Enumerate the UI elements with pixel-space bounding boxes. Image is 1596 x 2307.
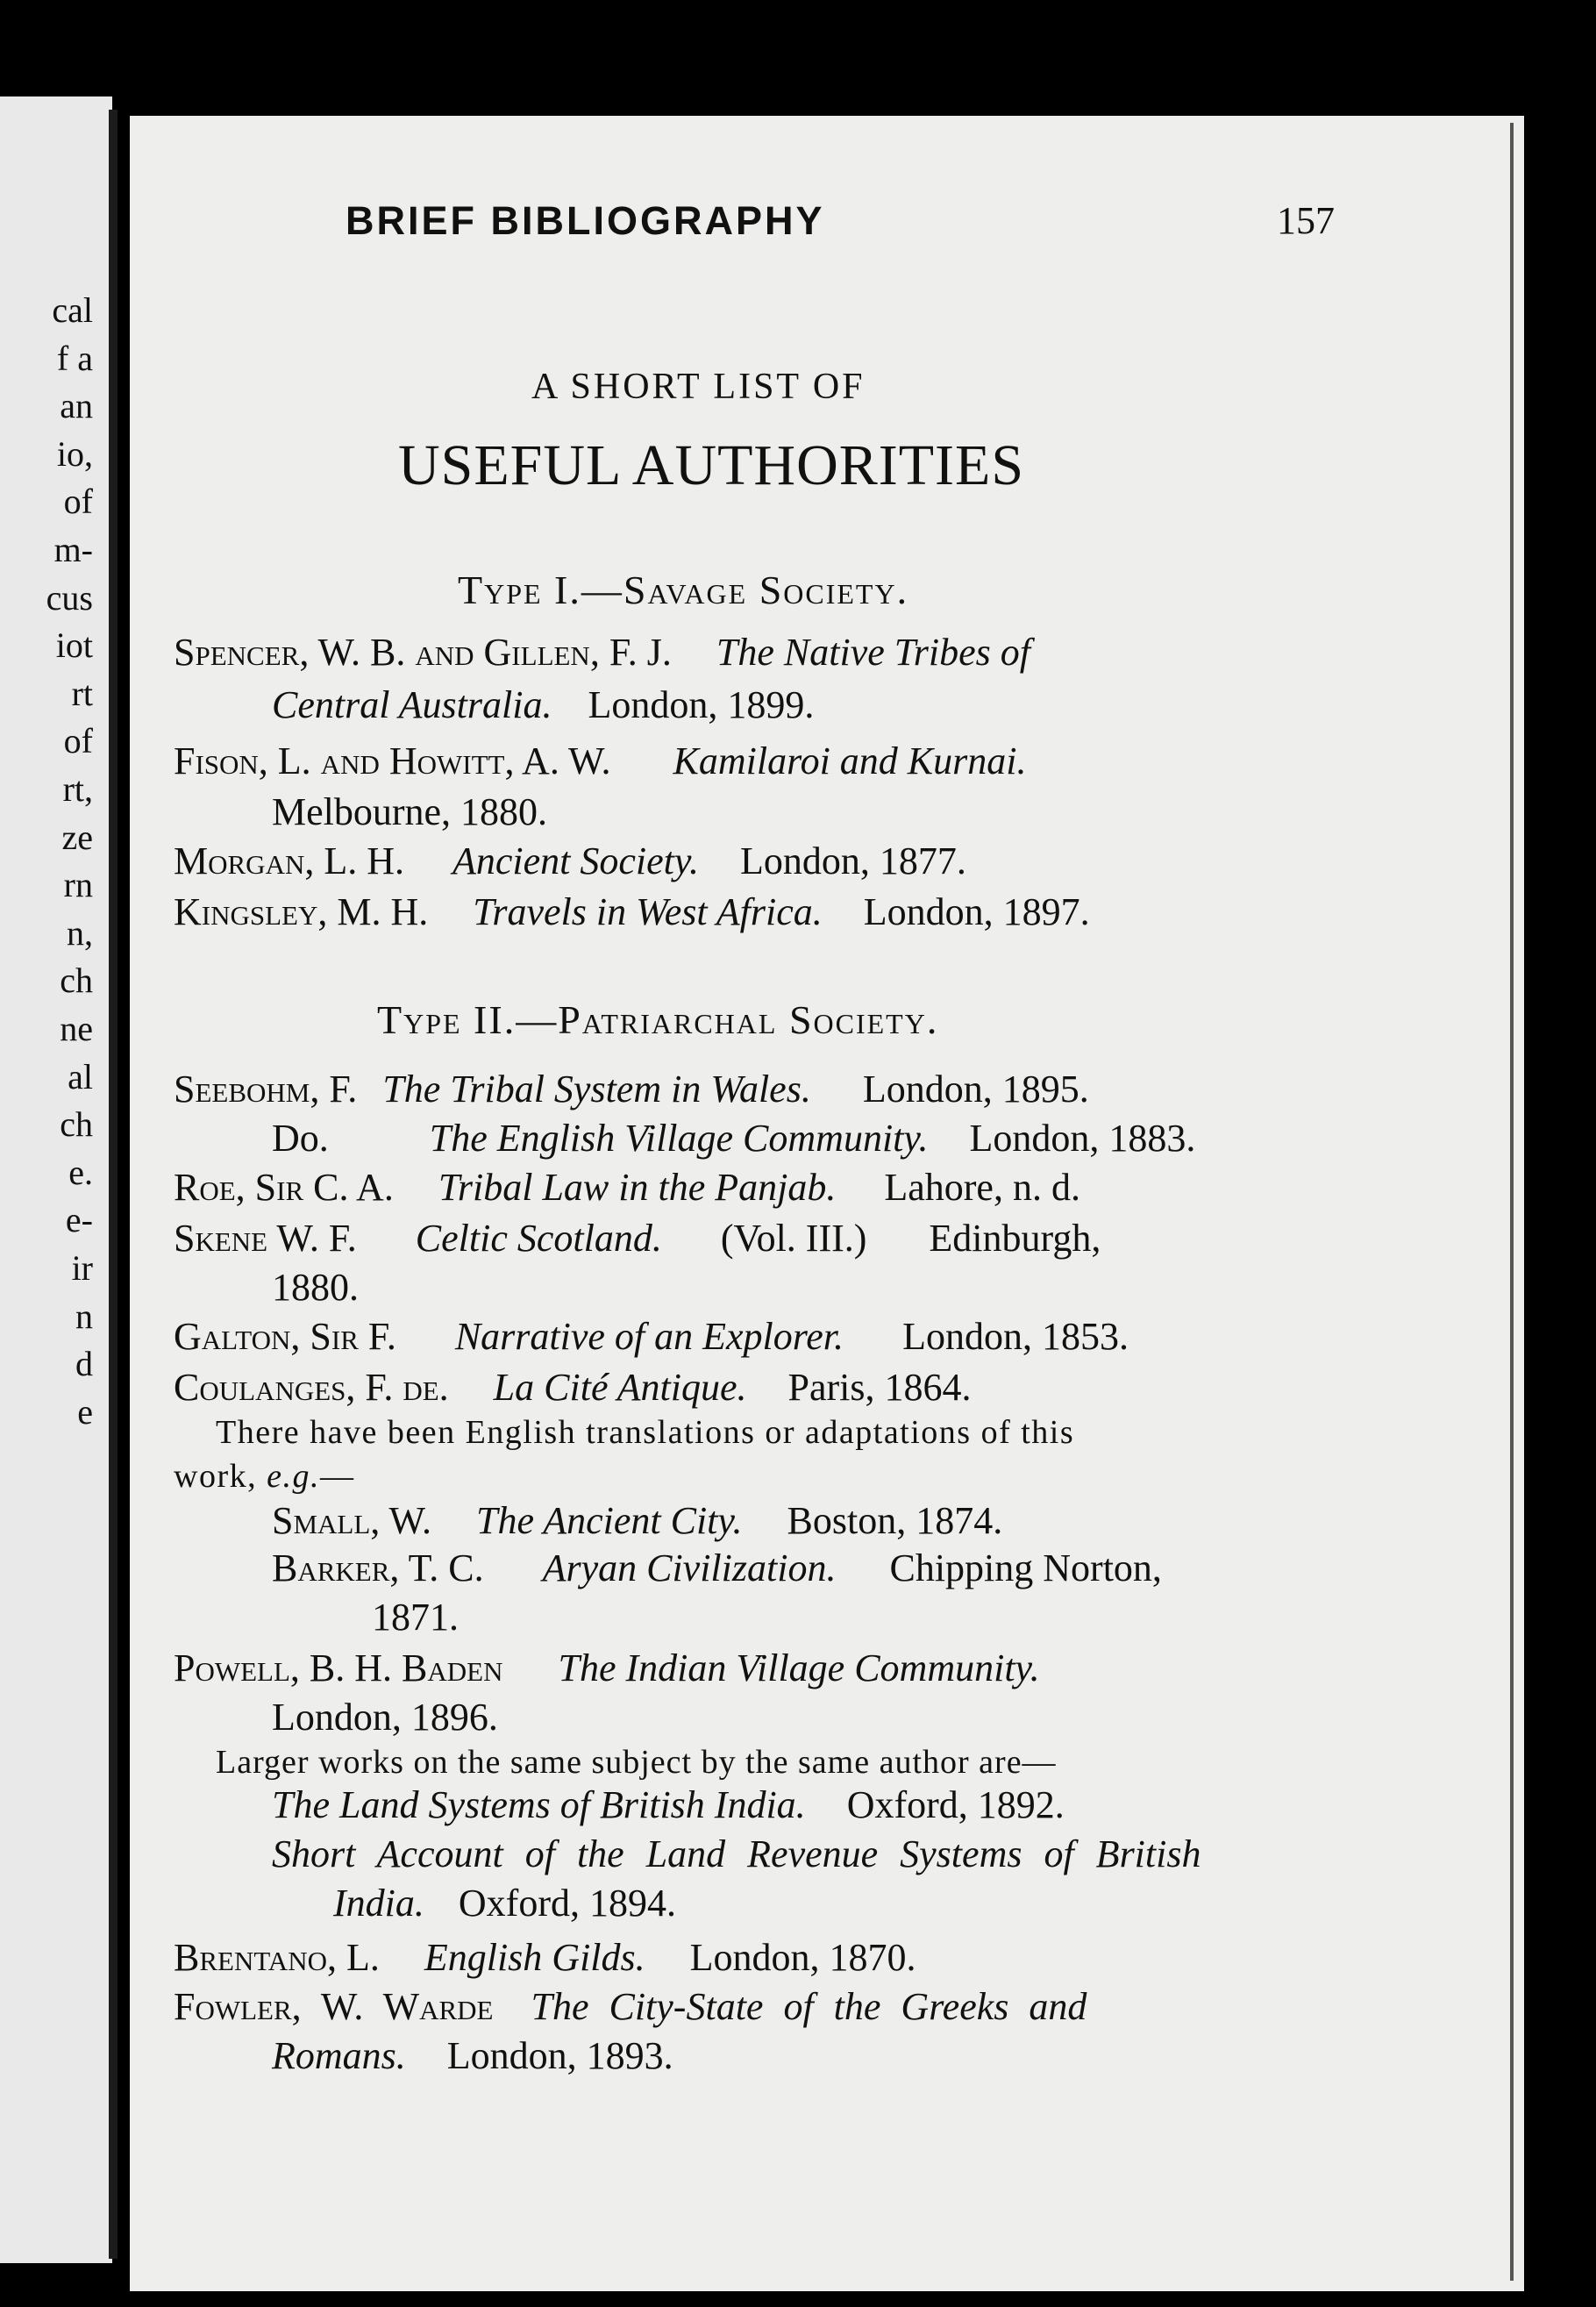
left-page-fragment: cal xyxy=(52,290,93,330)
left-page-fragment: rt, xyxy=(62,769,93,809)
note-suffix: — xyxy=(319,1458,355,1495)
entry-imprint: London, 1877. xyxy=(740,839,966,882)
entry-imprint: Oxford, 1892. xyxy=(846,1783,1065,1826)
entry-imprint: Melbourne, 1880. xyxy=(272,790,548,833)
left-page-fragment: e xyxy=(77,1392,93,1432)
entry-spencer-cont xyxy=(272,683,815,726)
entry-title: Tribal Law in the Panjab. xyxy=(438,1166,837,1209)
entry-imprint: Paris, 1864. xyxy=(787,1366,972,1409)
entry-title: Ancient Society. xyxy=(452,839,700,882)
left-page-fragment: rt xyxy=(71,674,93,713)
left-page-fragment: e- xyxy=(65,1200,93,1239)
entry-imprint: London, 1896. xyxy=(272,1696,498,1739)
left-page-fragment: cus xyxy=(46,578,93,618)
coulanges-note-line1: There have been English translations or adaptations of this xyxy=(216,1414,1075,1451)
entry-author: Spencer, W. B. and Gillen, F. J. xyxy=(174,631,672,674)
entry-barker-cont xyxy=(372,1598,459,1637)
left-page-fragment: d xyxy=(75,1344,93,1383)
entry-title: The City-State of the Greeks and xyxy=(531,1985,1087,2028)
entry-powell-cont xyxy=(272,1698,498,1737)
entry-powell-land xyxy=(272,1783,1065,1826)
entry-fison-cont xyxy=(272,790,548,833)
left-page-fragment: ze xyxy=(61,818,93,857)
entry-place: Chipping Norton, xyxy=(889,1546,1162,1589)
entry-year: 1880. xyxy=(272,1266,359,1309)
entry-galton xyxy=(174,1315,1129,1358)
left-page-fragment: an xyxy=(60,386,93,425)
powell-note: Larger works on the same subject by the same author are— xyxy=(216,1744,1057,1781)
entry-title: Celtic Scotland. xyxy=(415,1217,662,1260)
entry-author: Fison, L. and Howitt, A. W. xyxy=(174,739,611,782)
entry-powell-short-cont xyxy=(333,1884,676,1923)
page-edge-rule xyxy=(1510,123,1514,2281)
left-page-fragment: ir xyxy=(71,1248,93,1288)
entry-brentano xyxy=(174,1936,916,1979)
entry-imprint: London, 1870. xyxy=(689,1936,916,1979)
entry-title: La Cité Antique. xyxy=(493,1366,747,1409)
entry-spencer xyxy=(174,633,1030,672)
list-title-line1: A SHORT LIST OF xyxy=(531,367,866,407)
entry-imprint: London, 1895. xyxy=(862,1068,1089,1111)
entry-imprint: London, 1897. xyxy=(863,890,1090,933)
entry-imprint: London, 1883. xyxy=(969,1117,1196,1160)
entry-small xyxy=(272,1499,1003,1542)
entry-seebohm-do xyxy=(272,1119,1195,1158)
entry-fowler xyxy=(174,1985,1087,2028)
entry-author: Seebohm, F. xyxy=(174,1068,358,1111)
section-heading-type2: Type II.—Patriarchal Society. xyxy=(377,997,939,1042)
entry-title: The Indian Village Community. xyxy=(558,1646,1040,1689)
entry-imprint: Lahore, n. d. xyxy=(884,1166,1080,1209)
left-page-fragment: m- xyxy=(53,530,93,569)
entry-author: Do. xyxy=(272,1117,329,1160)
note-eg: e.g. xyxy=(267,1458,320,1495)
entry-author: Morgan, L. H. xyxy=(174,839,405,882)
entry-title-cont: Central Australia. xyxy=(272,683,552,726)
entry-title: The Land Systems of British India. xyxy=(272,1783,806,1826)
entry-author: Roe, Sir C. A. xyxy=(174,1166,394,1209)
left-page-fragment: n xyxy=(75,1296,93,1336)
entry-author: Kingsley, M. H. xyxy=(174,890,429,933)
entry-morgan xyxy=(174,839,966,882)
entry-author: Skene W. F. xyxy=(174,1217,357,1260)
book-gutter xyxy=(109,110,118,2259)
entry-author: Fowler, W. Warde xyxy=(174,1985,494,2028)
entry-title: The Ancient City. xyxy=(476,1499,743,1542)
note-prefix: work, xyxy=(174,1458,258,1495)
entry-imprint: London, 1899. xyxy=(588,683,815,726)
left-page-fragment: ch xyxy=(60,1104,93,1144)
entry-seebohm xyxy=(174,1070,1089,1109)
left-page-fragment: iot xyxy=(55,625,93,665)
entry-title: The Tribal System in Wales. xyxy=(382,1068,811,1111)
entry-title: The Native Tribes of xyxy=(716,631,1031,674)
entry-imprint: Boston, 1874. xyxy=(787,1499,1003,1542)
entry-imprint: London, 1853. xyxy=(902,1315,1129,1358)
entry-coulanges xyxy=(174,1368,972,1407)
entry-imprint: Oxford, 1894. xyxy=(458,1882,676,1925)
entry-powell-short xyxy=(272,1832,1201,1875)
entry-place: Edinburgh, xyxy=(929,1217,1101,1260)
left-page-fragment: ne xyxy=(60,1009,93,1048)
entry-imprint: London, 1893. xyxy=(446,2034,673,2077)
entry-title: Kamilaroi and Kurnai. xyxy=(673,739,1027,782)
left-page-fragment: of xyxy=(63,721,93,761)
left-page-fragment: al xyxy=(68,1057,93,1096)
entry-title-cont: Romans. xyxy=(272,2034,406,2077)
entry-author: Brentano, L. xyxy=(174,1936,380,1979)
left-page-fragment: n, xyxy=(67,913,93,953)
entry-fowler-cont xyxy=(272,2034,673,2077)
entry-roe xyxy=(174,1168,1080,1207)
left-page-fragment: of xyxy=(63,482,93,521)
entry-title: The English Village Community. xyxy=(429,1117,929,1160)
entry-title: English Gilds. xyxy=(424,1936,645,1979)
left-page-fragment: ch xyxy=(60,961,93,1000)
list-title-line2: USEFUL AUTHORITIES xyxy=(398,433,1025,497)
entry-title-cont: India. xyxy=(333,1882,424,1925)
entry-author: Small, W. xyxy=(272,1499,431,1542)
entry-powell xyxy=(174,1646,1040,1689)
left-page-fragment: rn xyxy=(63,865,93,904)
entry-barker xyxy=(272,1546,1162,1589)
entry-volume: (Vol. III.) xyxy=(720,1217,867,1260)
entry-skene-cont xyxy=(272,1268,359,1307)
running-head: BRIEF BIBLIOGRAPHY xyxy=(346,198,825,243)
entry-title: Short Account of the Land Revenue Systems of British xyxy=(272,1832,1201,1875)
coulanges-note-line2 xyxy=(174,1460,354,1493)
left-page-fragment: e. xyxy=(68,1153,93,1192)
entry-author: Powell, B. H. Baden xyxy=(174,1646,503,1689)
entry-skene xyxy=(174,1219,1101,1258)
entry-title: Travels in West Africa. xyxy=(473,890,823,933)
entry-kingsley xyxy=(174,890,1090,933)
entry-author: Barker, T. C. xyxy=(272,1546,484,1589)
entry-title: Narrative of an Explorer. xyxy=(454,1315,844,1358)
left-page-fragment: io, xyxy=(56,434,93,474)
entry-title: Aryan Civilization. xyxy=(542,1546,837,1589)
page-number: 157 xyxy=(1277,199,1335,242)
entry-year: 1871. xyxy=(372,1596,459,1639)
entry-fison xyxy=(174,739,1027,782)
left-page-fragment: f a xyxy=(56,339,93,378)
entry-author: Coulanges, F. de. xyxy=(174,1366,449,1409)
section-heading-type1: Type I.—Savage Society. xyxy=(458,568,909,612)
entry-author: Galton, Sir F. xyxy=(174,1315,396,1358)
